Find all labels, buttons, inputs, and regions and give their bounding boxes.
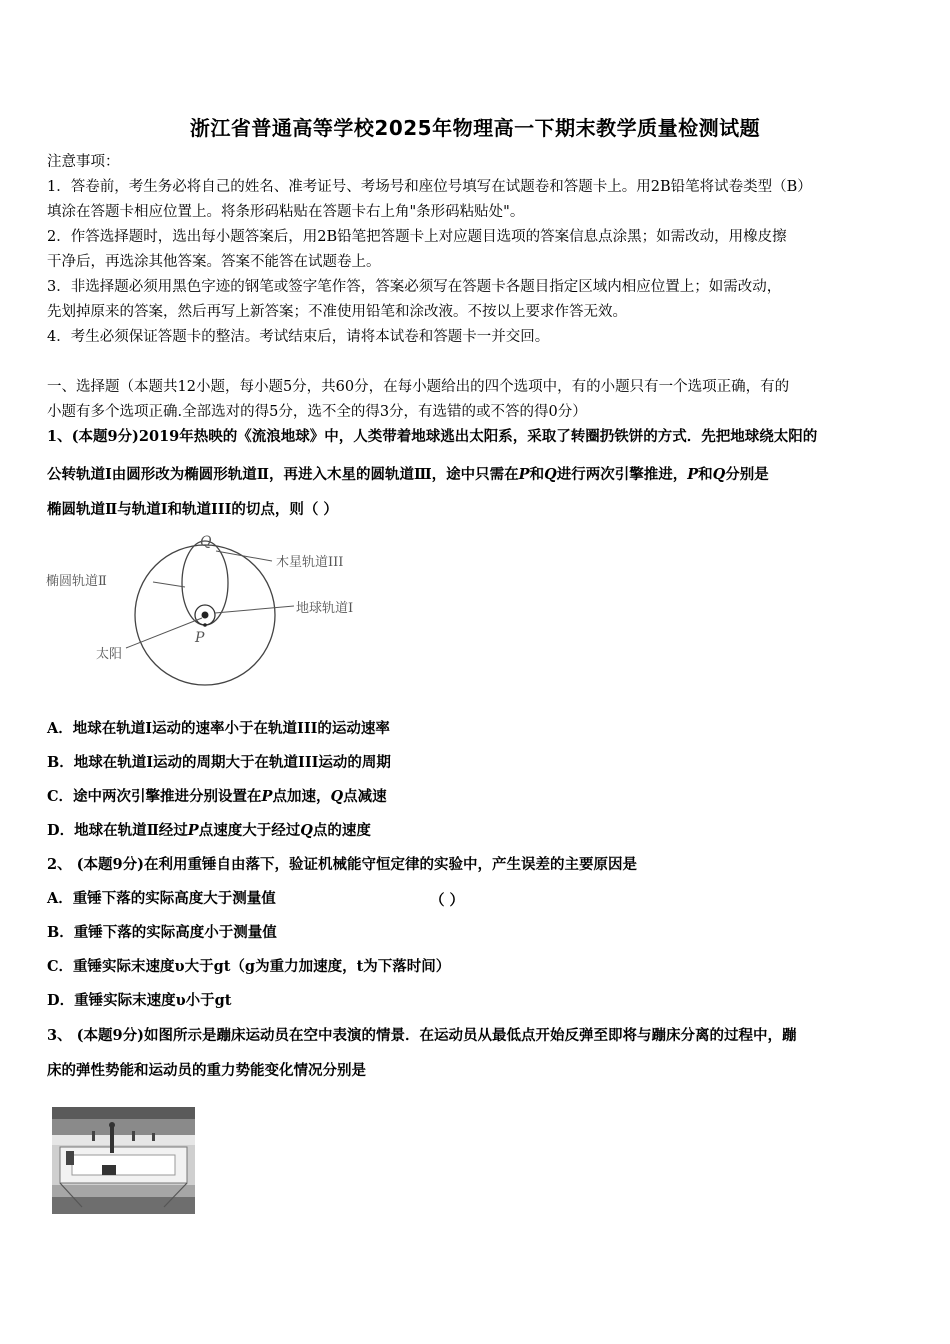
- label-sun: 太阳: [96, 647, 123, 662]
- section-instructions: 小题有多个选项正确.全部选对的得5分，选不全的得3分，有选错的或不答的得0分）: [47, 404, 587, 420]
- q1-stem: 公转轨道Ⅰ由圆形改为椭圆形轨道Ⅱ，再进入木星的圆轨道Ⅲ，途中只需在P和Q进行两次引擎推进，P和Q分别是: [47, 466, 769, 483]
- label-q: Q: [200, 534, 212, 550]
- q2-option-a: A．重锤下落的实际高度大于测量值: [47, 890, 276, 907]
- notice-line: 先划掉原来的答案，然后再写上新答案；不准使用铅笔和涂改液。不按以上要求作答无效。: [47, 304, 627, 320]
- notice-line: 1．答卷前，考生务必将自己的姓名、准考证号、考场号和座位号填写在试题卷和答题卡上。用2B铅笔将试卷类型（B）: [47, 179, 812, 195]
- q1-stem: 椭圆轨道Ⅱ与轨道Ⅰ和轨道III的切点，则（ ）: [47, 501, 338, 518]
- q3-stem: 床的弹性势能和运动员的重力势能变化情况分别是: [47, 1062, 366, 1079]
- section-instructions: 一、选择题（本题共12小题，每小题5分，共60分，在每小题给出的四个选项中，有的小题只有一个选项正确，有的: [47, 379, 790, 395]
- page-title: 浙江省普通高等学校2025年物理高一下期末教学质量检测试题: [189, 116, 761, 140]
- notice-heading: 注意事项：: [47, 154, 120, 170]
- q1-option-c: C．途中两次引擎推进分别设置在P点加速，Q点减速: [47, 788, 387, 805]
- label-p: P: [195, 630, 205, 646]
- notice-line: 干净后，再选涂其他答案。答案不能答在试题卷上。: [47, 254, 381, 270]
- q2-answer-paren: （ ）: [430, 892, 465, 909]
- q1-stem: 1、(本题9分)2019年热映的《流浪地球》中，人类带着地球逃出太阳系，采取了转圈扔铁饼的方式．先把地球绕太阳的: [47, 428, 818, 445]
- sun-dot: [202, 612, 209, 619]
- notice-line: 填涂在答题卡相应位置上。将条形码粘贴在答题卡右上角"条形码粘贴处"。: [47, 204, 525, 220]
- label-jupiter-orbit: 木星轨道III: [276, 555, 344, 570]
- trampoline-photo: [52, 1107, 195, 1214]
- q3-stem: 3、 (本题9分)如图所示是蹦床运动员在空中表演的情景．在运动员从最低点开始反弹至即将与蹦床分离的过程中，蹦: [47, 1027, 797, 1044]
- q2-option-d: D．重锤实际末速度υ小于gt: [47, 992, 232, 1009]
- q2-option-c: C．重锤实际末速度υ大于gt（g为重力加速度，t为下落时间）: [47, 958, 451, 975]
- orbit-diagram: [40, 530, 410, 700]
- q2-option-b: B．重锤下落的实际高度小于测量值: [47, 924, 277, 941]
- ellipse-leader: [153, 582, 185, 587]
- notice-line: 2．作答选择题时，选出每小题答案后，用2B铅笔把答题卡上对应题目选项的答案信息点涂黑；如需改动，用橡皮擦: [47, 229, 787, 245]
- q1-option-d: D．地球在轨道Ⅱ经过P点速度大于经过Q点的速度: [47, 822, 371, 839]
- notice-line: 3．非选择题必须用黑色字迹的钢笔或签字笔作答，答案必须写在答题卡各题目指定区域内相应位置上；如需改动，: [47, 279, 782, 295]
- earth-leader: [215, 606, 294, 613]
- label-ellipse-orbit: 椭圆轨道Ⅱ: [46, 574, 107, 589]
- point-p: [203, 623, 207, 627]
- q2-stem: 2、 (本题9分)在利用重锤自由落下，验证机械能守恒定律的实验中，产生误差的主要原因是: [47, 856, 637, 873]
- q1-option-a: A．地球在轨道Ⅰ运动的速率小于在轨道III的运动速率: [47, 720, 390, 737]
- q1-option-b: B．地球在轨道Ⅰ运动的周期大于在轨道III运动的周期: [47, 754, 391, 771]
- notice-line: 4．考生必须保证答题卡的整洁。考试结束后，请将本试卷和答题卡一并交回。: [47, 329, 550, 345]
- label-earth-orbit: 地球轨道Ⅰ: [296, 601, 354, 616]
